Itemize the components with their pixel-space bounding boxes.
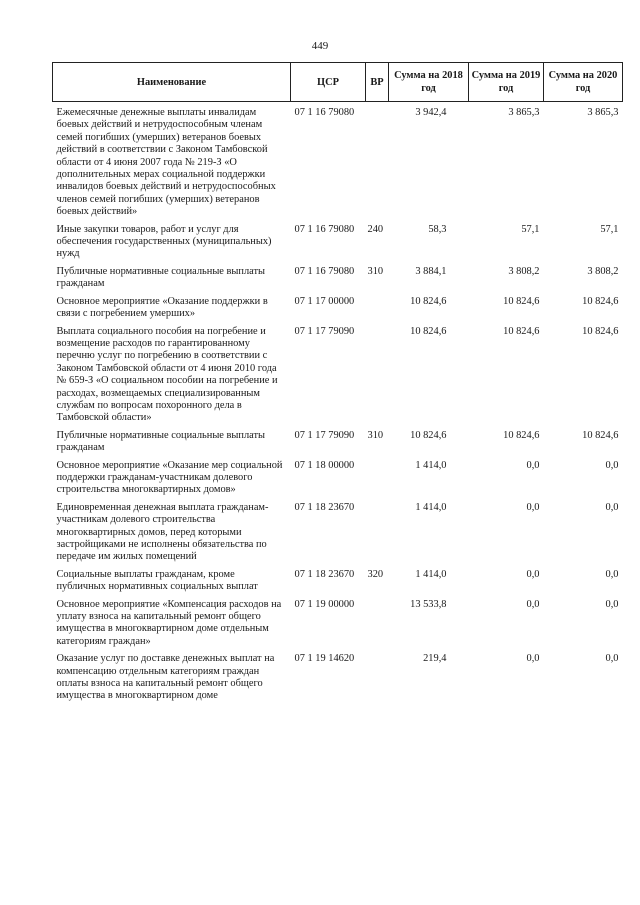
table-row: [53, 102, 623, 219]
table-row: [53, 594, 623, 649]
row-sum-2020: 0,0: [605, 501, 619, 513]
header-sum-2018: Сумма на 2018 год: [389, 63, 469, 102]
row-sum-2020: 0,0: [605, 459, 619, 471]
header-csr: ЦСР: [291, 63, 366, 102]
table-row: [53, 648, 623, 703]
row-sum-2019: 10 824,6: [503, 429, 540, 441]
header-sum-2020: Сумма на 2020 год: [544, 63, 623, 102]
row-sum-2020: 10 824,6: [582, 429, 619, 441]
row-sum-2018: 3 884,1: [415, 265, 447, 277]
row-csr: 07 1 19 00000: [294, 598, 355, 610]
header-name: Наименование: [53, 63, 291, 102]
row-sum-2020: 0,0: [605, 598, 619, 610]
row-sum-2020: 3 865,3: [587, 107, 619, 118]
table-row: [53, 497, 623, 564]
row-name: Публичные нормативные социальные выплаты гражданам: [56, 265, 266, 290]
row-sum-2019: 0,0: [526, 598, 540, 610]
page-number: 449: [311, 40, 329, 52]
row-csr: 07 1 17 79090: [294, 325, 355, 337]
row-name: Выплата социального пособия на погребение и возмещение расходов по гарантированному перечню услуг по погребению в соответствии с Законом Тамбовской области от 4 июня 2010 года № 659-З «О социальном пособии на погребение и расходах, возмещаемых специализированным службам по вопросам похоронного дела в Тамбовской области»: [56, 325, 278, 424]
row-csr: 07 1 16 79080: [294, 223, 355, 235]
row-csr: 07 1 16 79080: [294, 107, 355, 118]
row-vr: 310: [367, 265, 384, 277]
table-body: [53, 102, 623, 703]
table-row: [53, 219, 623, 261]
row-vr: [366, 648, 389, 703]
table-row: [53, 291, 623, 321]
row-vr: 320: [367, 568, 384, 580]
row-vr: [366, 594, 389, 649]
row-sum-2020: 0,0: [605, 568, 619, 580]
row-sum-2018: 1 414,0: [415, 459, 447, 471]
row-sum-2019: 57,1: [521, 223, 540, 235]
row-sum-2018: 1 414,0: [415, 568, 447, 580]
row-name: Основное мероприятие «Оказание поддержки в связи с погребением умерших»: [56, 295, 268, 320]
row-name: Основное мероприятие «Оказание мер социальной поддержки гражданам-участникам долевого строительства многоквартирных домов»: [56, 459, 283, 496]
table-row: [53, 564, 623, 594]
row-name: Единовременная денежная выплата гражданам-участникам долевого строительства многоквартирных домов, перед которыми застройщиками не исполнены обязательства по передаче им жилых помещений: [56, 501, 269, 563]
row-name: Ежемесячные денежные выплаты инвалидам боевых действий и нетрудоспособным членам семей погибших (умерших) ветеранов боевых действий в соответствии с Законом Тамбовской области от 4 июня 2007 года № 219-З «О дополнительных мерах социальной поддержки инвалидов боевых действий и нетрудоспособных членов семей погибших (умерших) ветеранов боевых действий»: [56, 107, 276, 218]
row-sum-2018: 58,3: [428, 223, 447, 235]
header-vr: ВР: [366, 63, 389, 102]
row-sum-2019: 10 824,6: [503, 295, 540, 307]
row-vr: [366, 321, 389, 425]
row-vr: 240: [367, 223, 384, 235]
row-csr: 07 1 19 14620: [294, 653, 355, 665]
row-sum-2018: 10 824,6: [410, 295, 447, 307]
row-vr: [366, 497, 389, 564]
row-sum-2020: 10 824,6: [582, 325, 619, 337]
header-row: [53, 63, 623, 102]
table-row: [53, 261, 623, 291]
row-sum-2019: 0,0: [526, 568, 540, 580]
row-sum-2020: 0,0: [605, 653, 619, 665]
row-csr: 07 1 18 00000: [294, 459, 355, 471]
row-name: Иные закупки товаров, работ и услуг для обеспечения государственных (муниципальных) нужд: [56, 223, 272, 260]
row-vr: 310: [367, 429, 384, 441]
row-csr: 07 1 17 00000: [294, 295, 355, 307]
row-sum-2020: 10 824,6: [582, 295, 619, 307]
row-sum-2019: 3 808,2: [508, 265, 540, 277]
row-sum-2018: 10 824,6: [410, 429, 447, 441]
row-sum-2019: 3 865,3: [508, 107, 540, 118]
table-row: [53, 425, 623, 455]
row-sum-2019: 10 824,6: [503, 325, 540, 337]
row-sum-2020: 3 808,2: [587, 265, 619, 277]
row-vr: [366, 102, 389, 219]
row-sum-2018: 10 824,6: [410, 325, 447, 337]
row-sum-2020: 57,1: [600, 223, 619, 235]
row-sum-2019: 0,0: [526, 501, 540, 513]
row-name: Основное мероприятие «Компенсация расходов на уплату взноса на капитальный ремонт общего имущества в многоквартирном доме отдельным категориям граждан»: [56, 598, 282, 647]
row-csr: 07 1 18 23670: [294, 501, 355, 513]
row-name: Публичные нормативные социальные выплаты гражданам: [56, 429, 266, 454]
table-row: [53, 321, 623, 425]
header-sum-2019: Сумма на 2019 год: [469, 63, 544, 102]
table-row: [53, 455, 623, 497]
row-sum-2018: 3 942,4: [415, 107, 447, 118]
row-sum-2018: 13 533,8: [410, 598, 447, 610]
row-sum-2018: 219,4: [423, 653, 447, 665]
row-sum-2019: 0,0: [526, 653, 540, 665]
row-csr: 07 1 17 79090: [294, 429, 355, 441]
row-sum-2018: 1 414,0: [415, 501, 447, 513]
row-csr: 07 1 16 79080: [294, 265, 355, 277]
row-vr: [366, 291, 389, 321]
row-sum-2019: 0,0: [526, 459, 540, 471]
budget-table: [52, 62, 623, 703]
row-name: Оказание услуг по доставке денежных выплат на компенсацию отдельным категориям граждан оплаты взноса на капитальный ремонт общего имущества в многоквартирном доме: [56, 653, 275, 702]
table-header: [53, 63, 623, 102]
row-name: Социальные выплаты гражданам, кроме публичных нормативных социальных выплат: [56, 568, 258, 593]
row-vr: [366, 455, 389, 497]
row-csr: 07 1 18 23670: [294, 568, 355, 580]
